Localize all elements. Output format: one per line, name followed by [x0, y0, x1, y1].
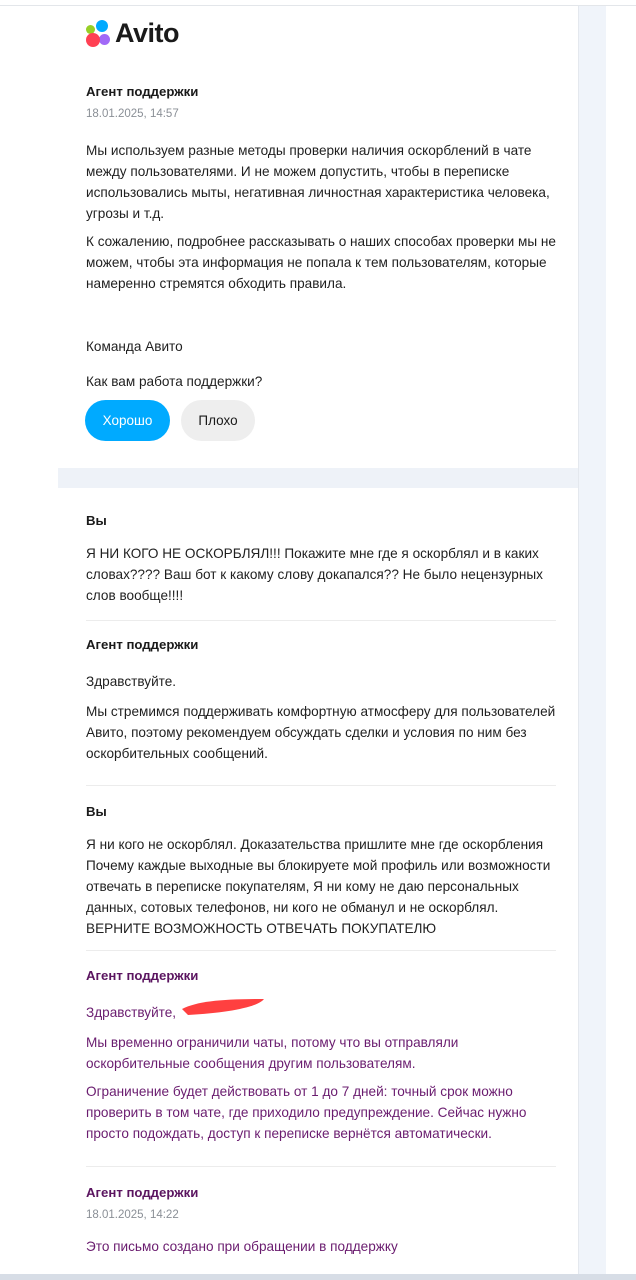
divider: [86, 785, 556, 786]
divider: [86, 1166, 556, 1167]
message-footer: Это письмо создано при обращении в поддержку: [86, 1239, 398, 1254]
logo-text: Avito: [115, 18, 179, 48]
card-gap: [58, 468, 578, 488]
message-timestamp: 18.01.2025, 14:22: [86, 1209, 179, 1221]
message-paragraph: Ограничение будет действовать от 1 до 7 дней: точный срок можно проверить в том чате, где приходило предупреждение. Сейчас нужно просто подождать, доступ к переписке вернётся автоматически.: [86, 1084, 527, 1141]
right-edge: [606, 6, 636, 1274]
message-paragraph: Мы используем разные методы проверки наличия оскорблений в чате между пользователями. И не можем допустить, чтобы в переписке использовались мыты, негативная личностная характеристика человека, угрозы и т.д.: [86, 143, 550, 221]
divider: [86, 620, 556, 621]
divider: [86, 950, 556, 951]
message-author: Агент поддержки: [86, 637, 199, 652]
rating-good-button[interactable]: Хорошо: [85, 400, 170, 441]
message-author: Вы: [86, 513, 107, 528]
message-paragraph: Мы временно ограничили чаты, потому что вы отправляли оскорбительные сообщения другим пользователям.: [86, 1035, 459, 1071]
message-paragraph: К сожалению, подробнее рассказывать о наших способах проверки мы не можем, чтобы эта информация не попала к тем пользователям, которые намеренно стремятся обходить правила.: [86, 234, 556, 291]
bottom-edge: [0, 1274, 636, 1280]
message-author: Вы: [86, 804, 107, 819]
message-author: Агент поддержки: [86, 84, 199, 99]
right-margin: [578, 6, 606, 1274]
rating-question: Как вам работа поддержки?: [86, 374, 263, 389]
message-greeting: Здравствуйте,: [86, 1005, 177, 1020]
message-paragraph: Мы стремимся поддерживать комфортную атмосферу для пользователей Авито, поэтому рекомендуем обсуждать сделки и условия по ним без оскорбительных сообщений.: [86, 704, 556, 761]
signature: Команда Авито: [86, 339, 183, 354]
message-paragraph: Здравствуйте.: [86, 674, 177, 689]
message-paragraph: Я ни кого не оскорблял. Доказательства пришлите мне где оскорбления Почему каждые выходные вы блокируете мой профиль или возможности отвечать в переписке покупателям, Я ни кому не даю персональных данных, сотовых телефонов, ни кого не обманул и не оскорблял. ВЕРНИТЕ ВОЗМОЖНОСТЬ ОТВЕЧАТЬ ПОКУПАТЕЛЮ: [86, 837, 551, 936]
avito-logo[interactable]: [86, 18, 179, 49]
rating-bad-button[interactable]: Плохо: [181, 400, 255, 441]
left-margin: [0, 6, 58, 1274]
avito-logo-icon: [86, 20, 112, 48]
redaction-mark: [178, 993, 268, 1019]
message-timestamp: 18.01.2025, 14:57: [86, 108, 179, 120]
message-author: Агент поддержки: [86, 968, 199, 983]
message-author: Агент поддержки: [86, 1185, 199, 1200]
message-paragraph: Я НИ КОГО НЕ ОСКОРБЛЯЛ!!! Покажите мне где я оскорблял и в каких словах???? Ваш бот к какому слову докапался?? Не было нецензурных слов вообще!!!!: [86, 546, 543, 603]
